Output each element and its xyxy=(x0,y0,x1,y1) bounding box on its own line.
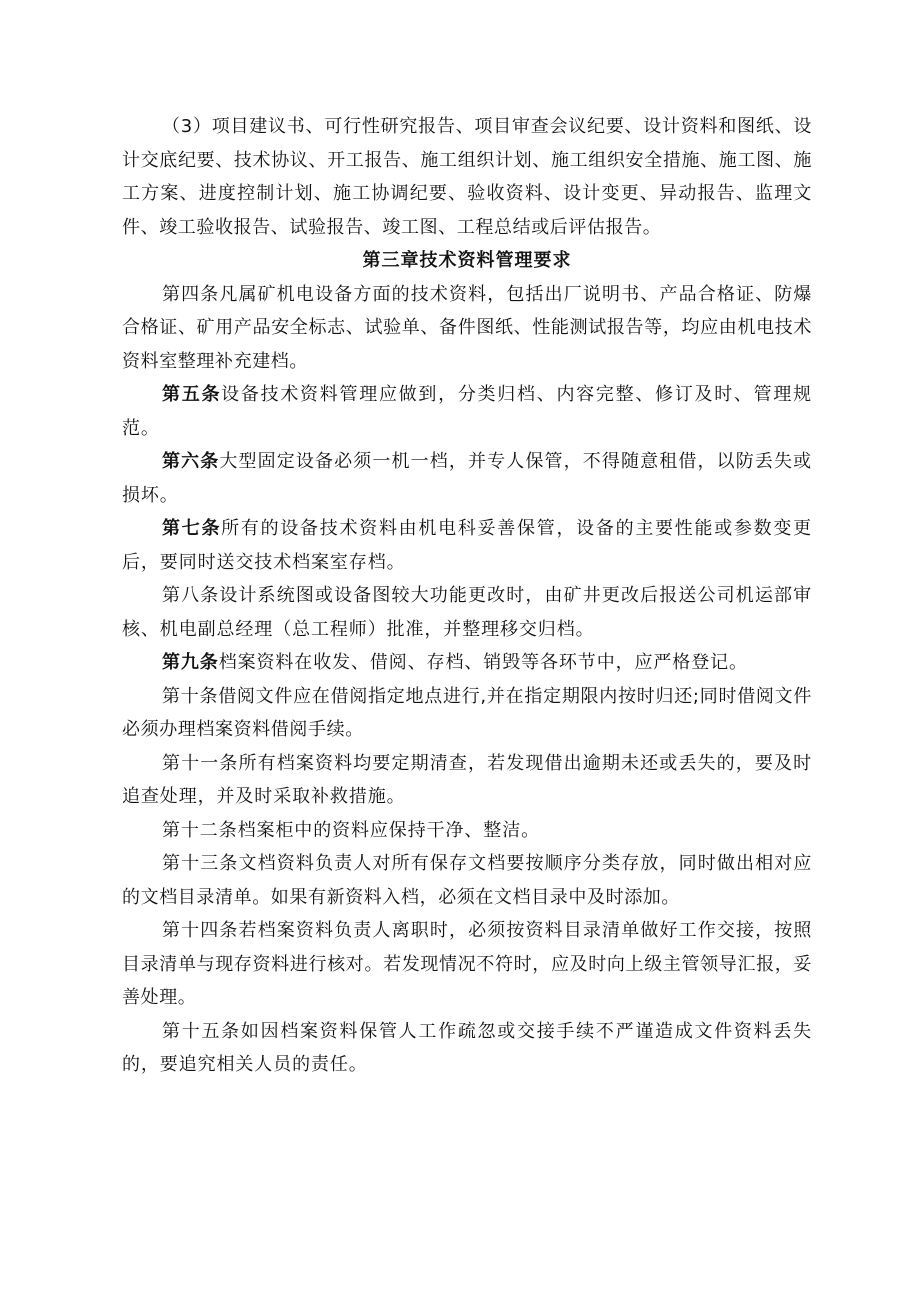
article-8 xyxy=(122,579,812,646)
article-5 xyxy=(122,378,812,445)
article-5-lead: 第五条 xyxy=(162,384,222,405)
article-9-lead: 第九条 xyxy=(162,652,219,673)
article-4 xyxy=(122,278,812,379)
article-10-text: 第十条借阅文件应在借阅指定地点进行,并在指定期限内按时归还;同时借阅文件必须办理档案资料借阅手续。 xyxy=(122,685,812,740)
article-7 xyxy=(122,512,812,579)
chapter-title: 第三章技术资料管理要求 xyxy=(362,250,572,271)
article-12 xyxy=(122,814,812,848)
article-15-text: 第十五条如因档案资料保管人工作疏忽或交接手续不严谨造成文件资料丢失的，要追究相关人员的责任。 xyxy=(122,1020,812,1075)
article-10 xyxy=(122,680,812,747)
article-14-text: 第十四条若档案资料负责人离职时，必须按资料目录清单做好工作交接，按照目录清单与现存资料进行核对。若发现情况不符时，应及时向上级主管领导汇报，妥善处理。 xyxy=(122,920,812,1008)
article-6-lead: 第六条 xyxy=(162,451,220,472)
article-6-text: 大型固定设备必须一机一档，并专人保管，不得随意租借，以防丢失或损坏。 xyxy=(122,451,812,506)
article-7-lead: 第七条 xyxy=(162,518,222,539)
article-9 xyxy=(122,646,812,680)
intro-paragraph: （3）项目建议书、可行性研究报告、项目审查会议纪要、设计资料和图纸、设计交底纪要、技术协议、开工报告、施工组织计划、施工组织安全措施、施工图、施工方案、进度控制计划、施工协调纪要、验收资料、设计变更、异动报告、监理文件、竣工验收报告、试验报告、竣工图、工程总结或后评估报告。 xyxy=(122,116,812,238)
article-5-text: 设备技术资料管理应做到，分类归档、内容完整、修订及时、管理规范。 xyxy=(122,384,812,439)
article-7-text: 所有的设备技术资料由机电科妥善保管，设备的主要性能或参数变更后，要同时送交技术档案室存档。 xyxy=(122,518,812,573)
article-6 xyxy=(122,445,812,512)
article-15 xyxy=(122,1015,812,1082)
article-13-text: 第十三条文档资料负责人对所有保存文档要按顺序分类存放，同时做出相对应的文档目录清单。如果有新资料入档，必须在文档目录中及时添加。 xyxy=(122,853,812,908)
article-14 xyxy=(122,914,812,1015)
article-13 xyxy=(122,847,812,914)
article-9-text: 档案资料在收发、借阅、存档、销毁等各环节中，应严格登记。 xyxy=(218,652,748,673)
article-11-text: 第十一条所有档案资料均要定期清查，若发现借出逾期未还或丢失的，要及时追查处理，并及时采取补救措施。 xyxy=(122,752,812,807)
article-12-text: 第十二条档案柜中的资料应保持干净、整洁。 xyxy=(162,819,540,841)
article-8-text: 第八条设计系统图或设备图较大功能更改时，由矿井更改后报送公司机运部审核、机电副总经理（总工程师）批准，并整理移交归档。 xyxy=(122,585,812,640)
document-page xyxy=(122,110,812,1082)
article-4-text: 第四条凡属矿机电设备方面的技术资料，包括出厂说明书、产品合格证、防爆合格证、矿用产品安全标志、试验单、备件图纸、性能测试报告等，均应由机电技术资料室整理补充建档。 xyxy=(122,283,812,372)
article-11 xyxy=(122,747,812,814)
